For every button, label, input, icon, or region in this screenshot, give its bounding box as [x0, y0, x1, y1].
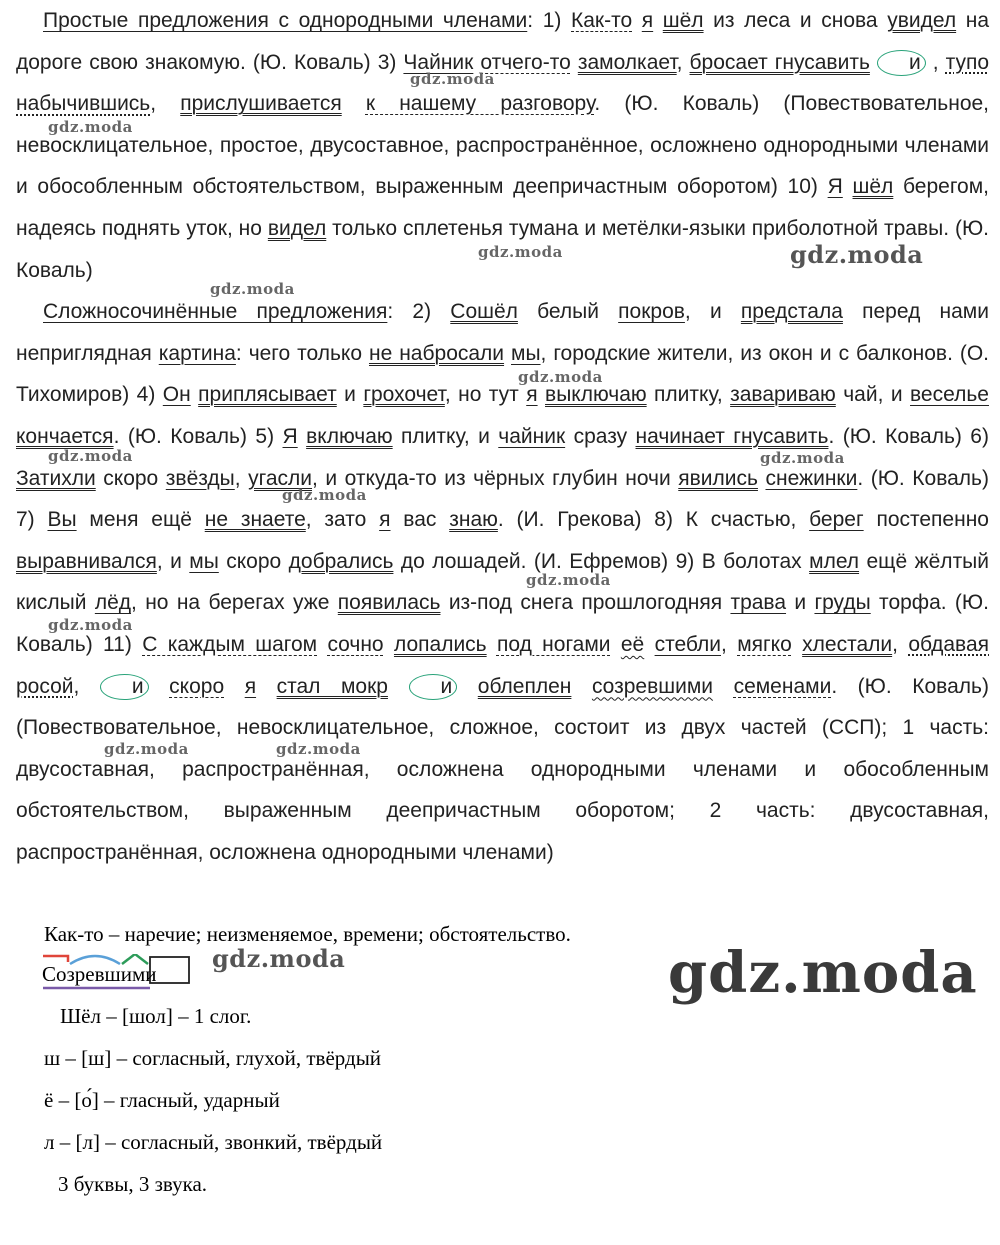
- watermark-large: gdz.moda: [668, 940, 978, 1006]
- morpheme-word: Созревшими: [42, 962, 157, 986]
- paragraph-simple-sentences: Простые предложения с однородными членами: 1) Как-то я шёл из леса и снова увидел на дороге свою знакомую. (Ю. Коваль) 3) Чайник отчего-то замолкает, бросает гнусавить и , тупо набычившись, прислушивается к нашему разговору. (Ю. Коваль) (Повествовательное, невосклицательное, простое, двусоставное, распространённое, осложнено однородными членами и обособленным обстоятельством, выраженным деепричастным оборотом) 10) Я шёл берегом, надеясь поднять уток, но видел только сплетенья тумана и метёлки-языки приболотной травы. (Ю. Коваль): [16, 9, 990, 282]
- watermark: gdz.moda: [48, 616, 133, 634]
- morpheme-analysis: [42, 962, 156, 987]
- watermark: gdz.moda: [410, 70, 495, 88]
- watermark: gdz.moda: [276, 740, 361, 758]
- watermark: gdz.moda: [760, 449, 845, 467]
- sound-yo: ё – [о́] – гласный, ударный: [44, 1088, 280, 1112]
- watermark: gdz.moda: [282, 486, 367, 504]
- watermark: gdz.moda: [478, 243, 563, 261]
- section-label-simple: Простые предложения с однородными членами: [43, 9, 528, 32]
- analysis-shel: Шёл – [шол] – 1 слог.: [60, 1004, 252, 1028]
- watermark: gdz.moda: [210, 280, 295, 298]
- section-label-compound: Сложносочинённые предложения: [43, 300, 388, 324]
- sound-sh: ш – [ш] – согласный, глухой, твёрдый: [44, 1046, 382, 1070]
- sound-l: л – [л] – согласный, звонкий, твёрдый: [44, 1130, 383, 1154]
- watermark: gdz.moda: [212, 944, 346, 973]
- analysis-kakto: Как-то – наречие; неизменяемое, времени; обстоятельство.: [44, 922, 571, 946]
- conjunction-circle: и: [877, 50, 926, 76]
- watermark: gdz.moda: [518, 368, 603, 386]
- conjunction-circle: и: [100, 674, 149, 700]
- summary-letters-sounds: 3 буквы, 3 звука.: [58, 1172, 208, 1196]
- watermark: gdz.moda: [48, 447, 133, 465]
- watermark: gdz.moda: [790, 240, 924, 269]
- watermark: gdz.moda: [526, 571, 611, 589]
- paragraph-compound-sentences: Сложносочинённые предложения: 2) Сошёл белый покров, и предстала перед нами неприглядная картина: чего только не набросали мы, городские жители, из окон и с балконов. (О. Тихомиров) 4) Он приплясывает и грохочет, но тут я выключаю плитку, завариваю чай, и веселье кончается. (Ю. Коваль) 5) Я включаю плитку, и чайник сразу начинает гнусавить. (Ю. Коваль) 6) Затихли скоро звёзды, угасли, и откуда-то из чёрных глубин ночи явились снежинки. (Ю. Коваль) 7) Вы меня ещё не знаете, зато я вас знаю. (И. Грекова) 8) К счастью, берег постепенно выравнивался, и мы скоро добрались до лошадей. (И. Ефремов) 9) В болотах млел ещё жёлтый кислый лёд, но на берегах уже появилась из-под снега прошлогодняя трава и груды торфа. (Ю. Коваль) 11) С каждым шагом сочно лопались под ногами её стебли, мягко хлестали, обдавая росой, и скоро я стал мокр и облеплен созревшими семенами. (Ю. Коваль) (Повествовательное, невосклицательное, сложное, состоит из двух частей (ССП); 1 часть: двусоставная, распространённая, осложнена однородными членами и обособленным обстоятельством, выраженным деепричастным оборотом; 2 часть: двусоставная, распространённая, осложнена однородными членами): [16, 300, 990, 864]
- conjunction-circle: и: [409, 674, 458, 700]
- watermark: gdz.moda: [48, 118, 133, 136]
- watermark: gdz.moda: [104, 740, 189, 758]
